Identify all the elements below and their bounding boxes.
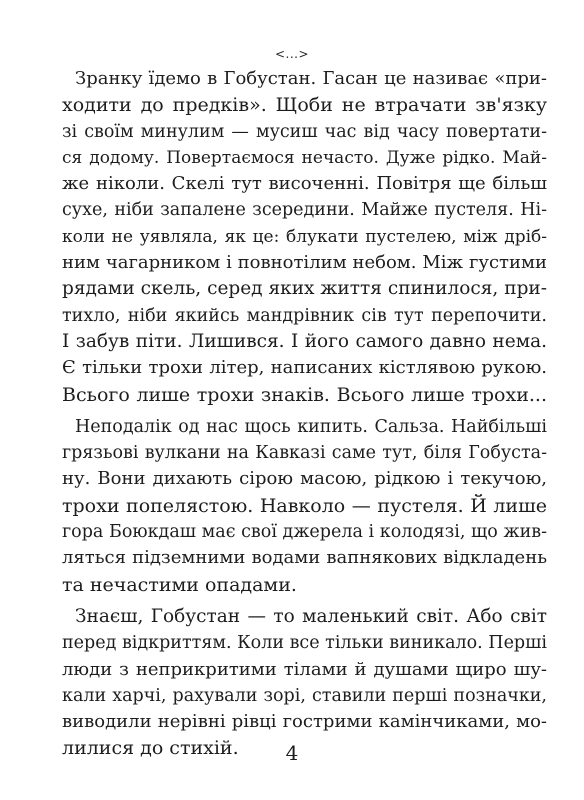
text-line: кали харчі, рахували зорі, ставили перші позначки, (62, 685, 547, 706)
text-line: ним чагарником і повнотілим небом. Між густими (62, 252, 547, 274)
text-line: ляться підземними водами вапнякових відкладень (62, 547, 547, 569)
text-line: сухе, ніби запалене зсередини. Майже пустеля. Ні- (62, 200, 547, 221)
text-line: Знаєш, Гобустан — то маленький світ. Або світ (75, 605, 547, 627)
text-line: трохи попелястою. Навколо — пустеля. Й лише (62, 494, 547, 517)
body-text (62, 66, 547, 762)
text-line: зі своїм минулим — мусиш час від часу повертати- (62, 121, 547, 142)
text-line: коли не уявляла, як це: блукати пустелею, між дріб- (62, 226, 547, 247)
text-line: грязьові вулкани на Кавказі саме тут, біля Гобуста- (62, 443, 547, 464)
text-line: ну. Вони дихають сірою масою, рідкою і текучою, (62, 468, 547, 490)
omission-mark: <...> (274, 47, 310, 61)
page-number: 4 (285, 741, 299, 765)
text-line: виводили нерівні рівці гострими камінчиками, мо- (62, 711, 547, 733)
text-line: гора Боюкдаш має свої джерела і колодязі, що жив- (62, 522, 547, 543)
text-line: Зранку їдемо в Гобустан. Гасан це називає «при- (75, 68, 547, 89)
text-line: рядами скель, серед яких життя спинилося, при- (62, 278, 547, 300)
text-line: Всього лише трохи знаків. Всього лише трохи... (62, 383, 547, 406)
paragraph-1 (62, 66, 547, 408)
text-line: І забув піти. Лишився. І його самого давно нема. (62, 330, 547, 352)
text-line: Є тільки трохи літер, написаних кістлявою рукою. (62, 357, 547, 379)
text-line: ходити до предків». Щоби не втрачати зв'язку (62, 94, 547, 117)
text-line: Неподалік од нас щось кипить. Сальза. Найбільші (75, 416, 547, 437)
text-line: ся додому. Повертаємося нечасто. Дуже рідко. Май- (62, 147, 547, 168)
text-line: та нечастими опадами. (62, 573, 297, 596)
paragraph-2 (62, 414, 547, 598)
paragraph-3 (62, 604, 547, 762)
text-line: же ніколи. Скелі тут височенні. Повітря ще більш (62, 173, 547, 195)
text-line: лилися до стихій. (62, 737, 239, 760)
text-line: люди з неприкритими тілами й душами щиро шу- (62, 658, 547, 680)
text-line: перед відкриттям. Коли все тільки виникало. Перші (62, 633, 547, 654)
text-line: тихло, ніби якийсь мандрівник сів тут перепочити. (62, 305, 547, 326)
